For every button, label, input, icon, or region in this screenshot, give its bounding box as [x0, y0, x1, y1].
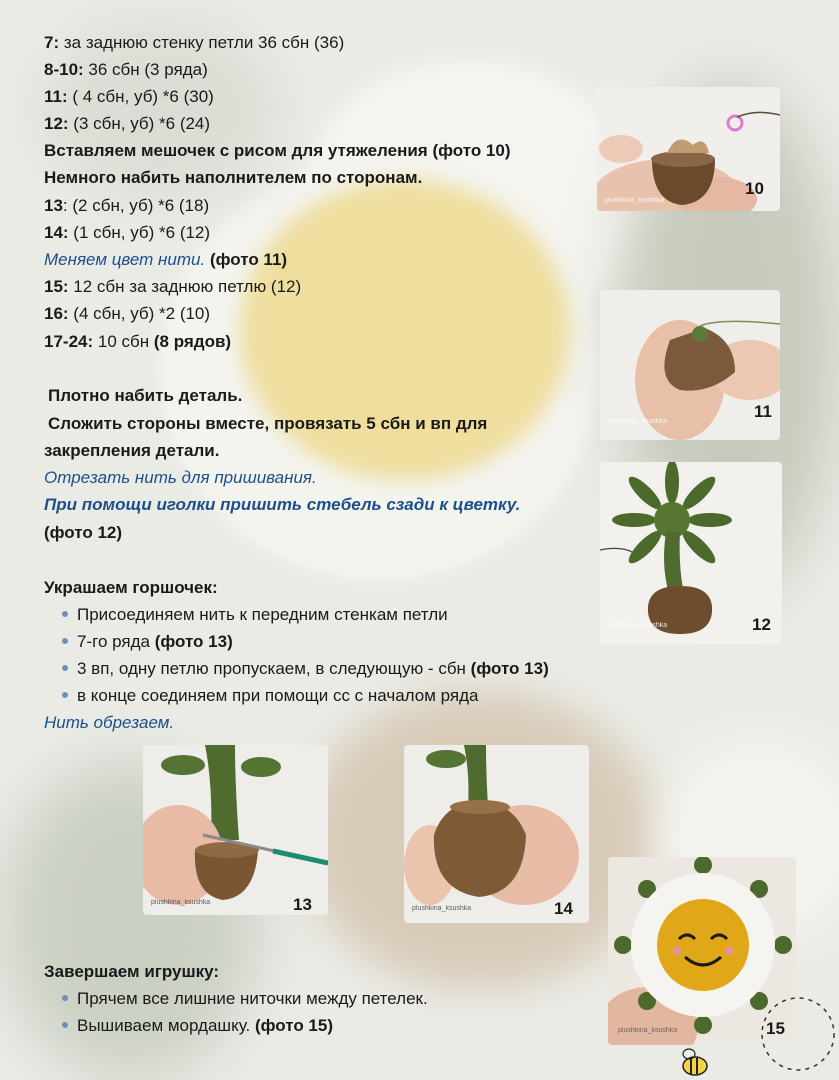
- watermark: plushkina_ksushka: [412, 905, 472, 912]
- row-text: (1 сбн, уб) *6 (12): [68, 223, 211, 242]
- dashed-circle-decoration: [758, 988, 838, 1080]
- row-number: 7:: [44, 33, 60, 52]
- row-number: 15:: [44, 277, 69, 296]
- row-number: 14:: [44, 223, 69, 242]
- row-text: за заднюю стенку петли 36 сбн (36): [59, 33, 345, 52]
- photo-number: 11: [754, 402, 772, 421]
- row-15: [44, 276, 301, 298]
- step-text: 7-го ряда: [77, 632, 155, 651]
- photo-14: [404, 745, 589, 923]
- photo-12: [600, 462, 782, 644]
- row-number: 13: [44, 196, 63, 215]
- sew-stem-instruction: При помощи иголки пришить стебель сзади к цветку.: [44, 495, 521, 514]
- decorate-step-3: [62, 658, 549, 680]
- photo-number: 14: [554, 899, 573, 918]
- bee-icon: [675, 1040, 715, 1080]
- step-text: в конце соединяем при помощи сс с началом ряда: [77, 686, 479, 705]
- stuff-sides-instruction: Немного набить наполнителем по сторонам.: [44, 168, 423, 187]
- photo-ref: (фото 15): [254, 1016, 334, 1035]
- watermark: plushkina_ksushka: [608, 418, 668, 425]
- decorate-step-1: [62, 604, 448, 626]
- fold-instruction: Сложить стороны вместе, провязать 5 сбн и вп для: [48, 414, 488, 433]
- row-text: (3 сбн, уб) *6 (24): [68, 114, 211, 133]
- step-text: Прячем все лишние ниточки между петелек.: [77, 989, 428, 1008]
- bullet-icon: [62, 995, 68, 1001]
- step-text: Присоединяем нить к передним стенкам петли: [77, 605, 448, 624]
- watermark: plushkina_ksushka: [618, 1027, 678, 1034]
- decorate-step-4: [62, 685, 478, 707]
- row-text: 10 сбн: [93, 332, 154, 351]
- row-17-24: [44, 331, 231, 353]
- photo-10: [597, 87, 780, 211]
- step-text: Вышиваем мордашку.: [77, 1016, 255, 1035]
- fold-instruction-cont: закрепления детали.: [44, 441, 220, 460]
- row-count: (8 рядов): [153, 332, 232, 351]
- row-12: [44, 113, 210, 135]
- row-text: : (2 сбн, уб) *6 (18): [62, 196, 210, 215]
- finish-step-2: [62, 1015, 333, 1037]
- change-color-instruction: [44, 249, 287, 271]
- row-number: 17-24:: [44, 332, 94, 351]
- row-number: 8-10:: [44, 60, 84, 79]
- watermark: plushkina_ksushka: [608, 622, 668, 629]
- photo-number: 10: [745, 179, 764, 198]
- photo-number: 12: [752, 615, 771, 634]
- finish-toy-title: Завершаем игрушку:: [44, 962, 220, 981]
- photo-11: [600, 290, 780, 440]
- row-text: ( 4 сбн, уб) *6 (30): [67, 87, 214, 106]
- row-text: 12 сбн за заднюю петлю (12): [68, 277, 302, 296]
- bullet-icon: [62, 665, 68, 671]
- row-7: [44, 32, 344, 54]
- cut-thread-instruction-2: Нить обрезаем.: [44, 713, 175, 732]
- row-number: 16:: [44, 304, 69, 323]
- decorate-pot-title: Украшаем горшочек:: [44, 578, 218, 597]
- watermark: plushkina_ksushka: [605, 197, 665, 204]
- cut-thread-instruction: Отрезать нить для пришивания.: [44, 468, 317, 487]
- photo-number: 15: [766, 1019, 785, 1038]
- photo-ref: (фото 13): [470, 659, 549, 678]
- insert-bag-instruction: Вставляем мешочек с рисом для утяжеления (фото 10): [44, 141, 511, 160]
- bullet-icon: [62, 638, 68, 644]
- photo-number: 13: [293, 895, 312, 914]
- row-16: [44, 303, 210, 325]
- photo-ref: (фото 13): [154, 632, 233, 651]
- row-number: 12:: [44, 114, 69, 133]
- photo-12-ref: (фото 12): [44, 523, 123, 542]
- row-text: (4 сбн, уб) *2 (10): [68, 304, 211, 323]
- row-text: 36 сбн (3 ряда): [83, 60, 208, 79]
- decorate-step-2: [62, 631, 233, 653]
- row-8-10: [44, 59, 208, 81]
- finish-step-1: [62, 988, 428, 1010]
- bullet-icon: [62, 1022, 68, 1028]
- watermark: plushkina_ksushka: [151, 899, 211, 906]
- photo-13-illustration: [143, 745, 328, 915]
- row-14: [44, 222, 210, 244]
- row-number: 11:: [44, 87, 68, 106]
- step-text: 3 вп, одну петлю пропускаем, в следующую - сбн: [77, 659, 471, 678]
- photo-14-illustration: [404, 745, 589, 923]
- photo-ref: (фото 11): [205, 250, 288, 269]
- bullet-icon: [62, 611, 68, 617]
- photo-13: [143, 745, 328, 915]
- stuff-firmly-instruction: Плотно набить деталь.: [48, 386, 243, 405]
- bullet-icon: [62, 692, 68, 698]
- row-11: [44, 86, 214, 108]
- row-13: [44, 195, 209, 217]
- change-color-text: Меняем цвет нити.: [44, 250, 206, 269]
